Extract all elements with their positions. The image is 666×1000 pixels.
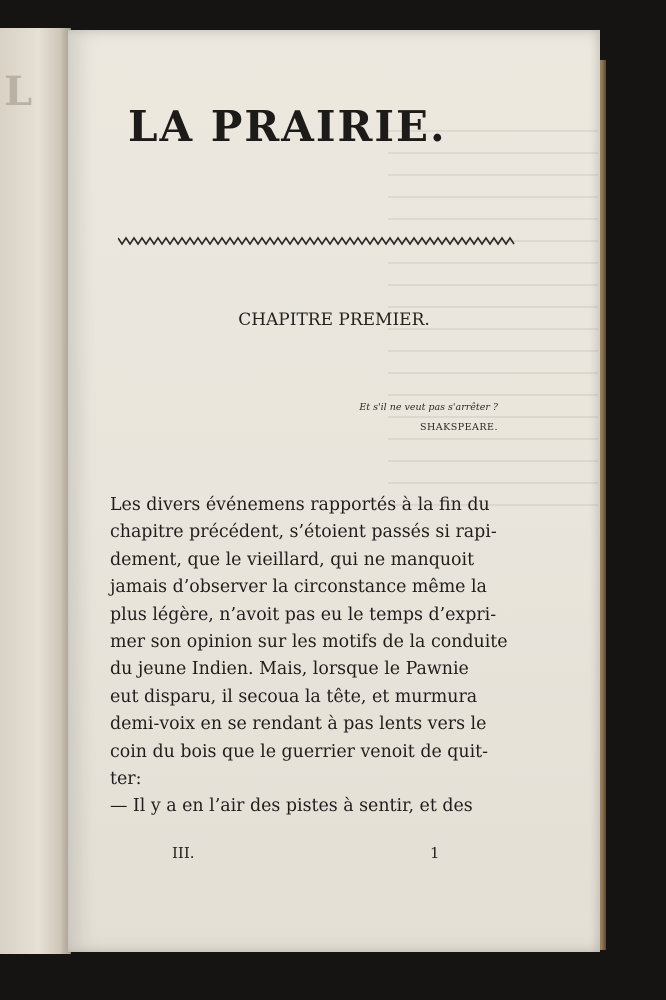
body-line: demi-voix en se rendant à pas lents vers le [110,714,487,735]
body-line: chapitre précédent, s’étoient passés si rapi- [110,522,497,543]
facing-page-letter: L [4,68,33,115]
body-line: eut disparu, il secoua la tête, et murmura [110,686,478,707]
body-line: jamais d’observer la circonstance même la [110,577,487,598]
body-line: plus légère, n’avoit pas eu le temps d’expri- [110,604,497,625]
signature-number: 1 [430,844,440,862]
body-line: ter: [110,768,142,789]
epigraph-quote: Et s'il ne veut pas s'arrêter ? [359,402,498,413]
book-page [68,30,600,952]
body-line: coin du bois que le guerrier venoit de quit- [110,741,489,762]
epigraph-author: SHAKSPEARE. [419,422,498,433]
body-line: dement, que le vieillard, qui ne manquoit [110,549,475,570]
body-line: mer son opinion sur les motifs de la conduite [110,631,508,652]
body-line: du jeune Indien. Mais, lorsque le Pawnie [110,659,469,680]
chapter-heading: CHAPITRE PREMIER. [238,310,430,330]
body-text [110,492,510,821]
decorative-wavy-rule [118,236,516,246]
epigraph [298,398,498,438]
body-line: Les divers événemens rapportés à la fin du [110,495,490,515]
signature-mark: III. [172,844,195,862]
facing-page-edge [0,28,71,954]
page-title: LA PRAIRIE. [128,102,447,151]
body-line: — Il y a en l’air des pistes à sentir, et des [110,796,473,817]
